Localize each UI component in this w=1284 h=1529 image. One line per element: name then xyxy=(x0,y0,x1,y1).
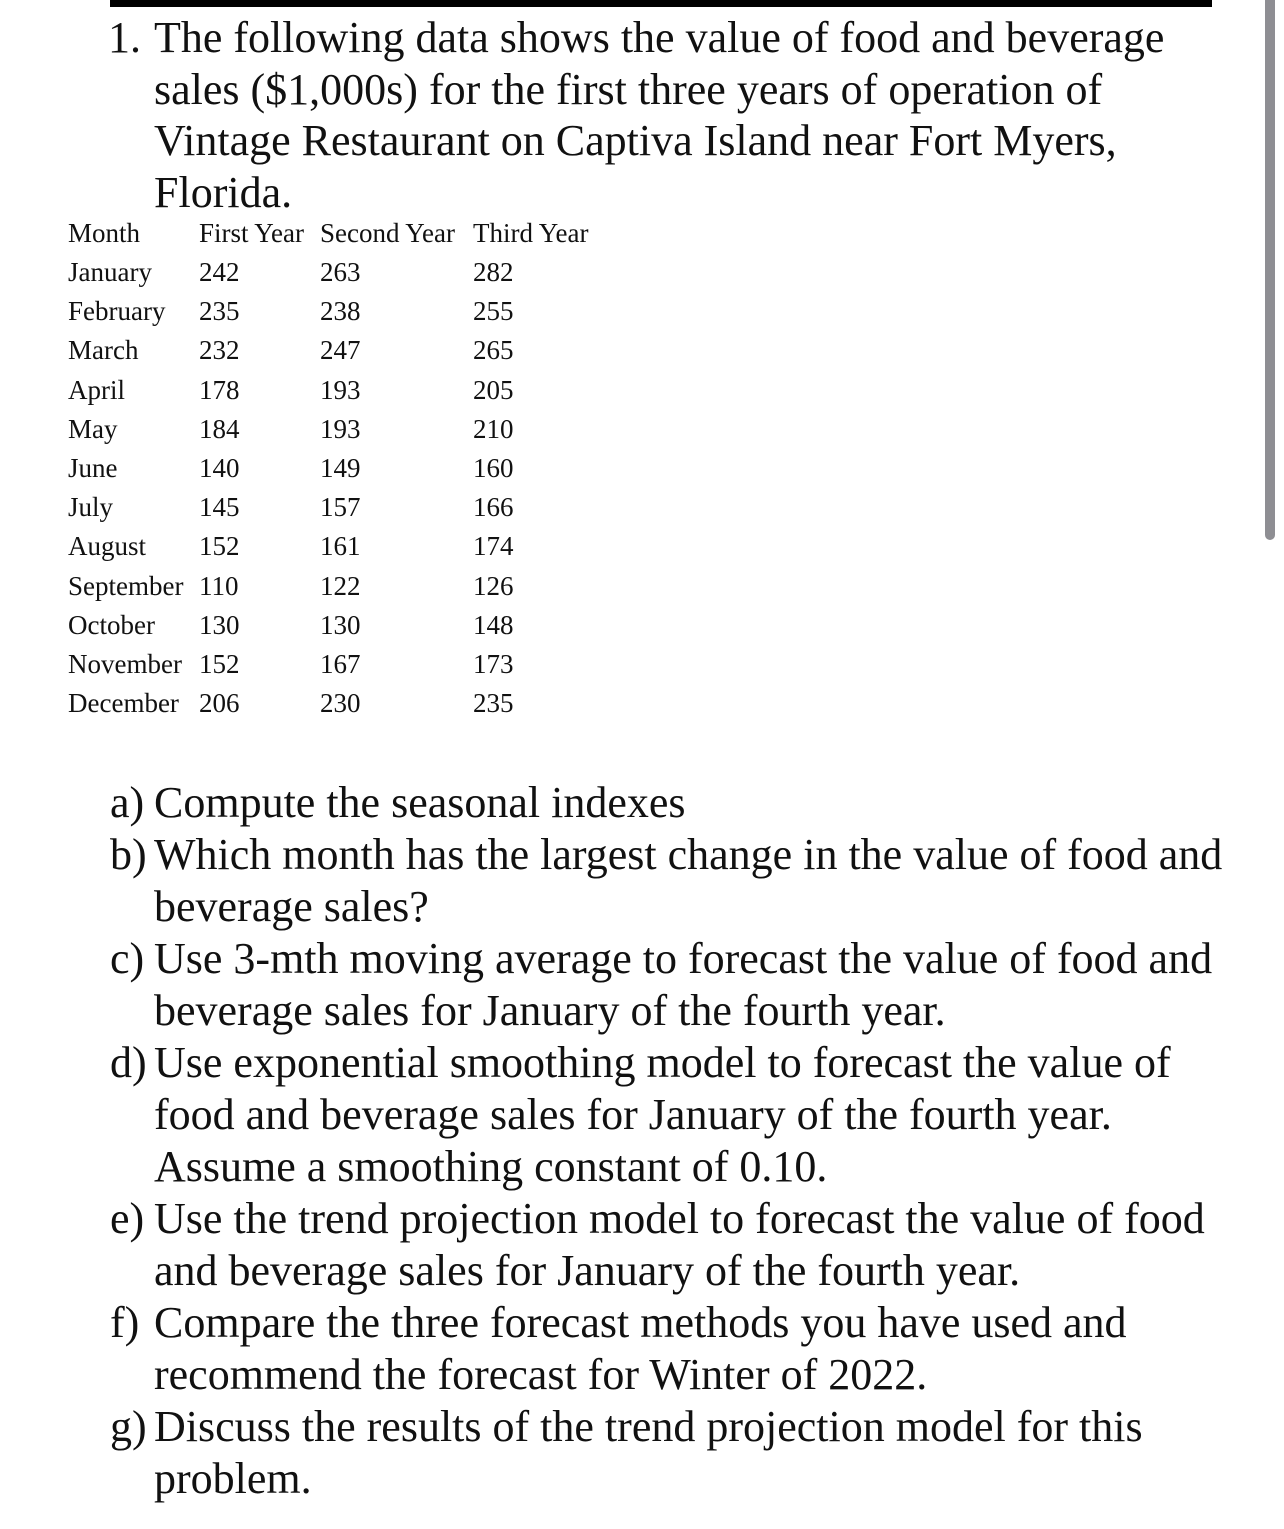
top-rule xyxy=(110,0,1212,7)
question-label: a) xyxy=(110,778,145,827)
table-row xyxy=(68,567,589,606)
question-label: g) xyxy=(110,1402,147,1451)
third-year-cell: 265 xyxy=(473,335,514,366)
question-item xyxy=(110,777,1230,829)
question-text: Use the trend projection model to forecast the value of food and beverage sales for January of the fourth year. xyxy=(154,1194,1205,1295)
month-cell: February xyxy=(68,296,166,327)
third-year-cell: 210 xyxy=(473,413,514,444)
header-first-year: First Year xyxy=(199,217,305,248)
question-text: Use exponential smoothing model to forecast the value of food and beverage sales for January of the fourth year. Assume a smoothing constant of 0.10. xyxy=(154,1038,1171,1191)
question-item xyxy=(110,933,1230,1037)
first-year-cell: 145 xyxy=(199,492,240,523)
table-row xyxy=(68,331,589,370)
table-row xyxy=(68,449,589,488)
first-year-cell: 152 xyxy=(199,648,240,679)
third-year-cell: 126 xyxy=(473,570,514,601)
question-label: c) xyxy=(110,934,145,983)
month-cell: December xyxy=(68,688,179,719)
question-text: Use 3-mth moving average to forecast the value of food and beverage sales for January of the fourth year. xyxy=(154,934,1213,1035)
question-text: Compute the seasonal indexes xyxy=(154,778,686,827)
second-year-cell: 167 xyxy=(320,648,361,679)
first-year-cell: 110 xyxy=(199,570,239,601)
third-year-cell: 166 xyxy=(473,492,514,523)
second-year-cell: 193 xyxy=(320,374,361,405)
first-year-cell: 206 xyxy=(199,688,240,719)
month-cell: March xyxy=(68,335,139,366)
table-row xyxy=(68,371,589,410)
header-month: Month xyxy=(68,217,141,248)
first-year-cell: 242 xyxy=(199,257,240,288)
table-row xyxy=(68,645,589,684)
month-cell: January xyxy=(68,257,152,288)
problem-statement xyxy=(108,12,1228,218)
first-year-cell: 130 xyxy=(199,609,240,640)
question-label: f) xyxy=(110,1298,140,1347)
question-item xyxy=(110,829,1230,933)
header-second-year: Second Year xyxy=(320,217,455,248)
first-year-cell: 235 xyxy=(199,296,240,327)
second-year-cell: 161 xyxy=(320,531,361,562)
table-row xyxy=(68,606,589,645)
month-cell: April xyxy=(68,374,125,405)
second-year-cell: 157 xyxy=(320,492,361,523)
third-year-cell: 173 xyxy=(473,648,514,679)
question-label: b) xyxy=(110,830,147,879)
question-text: Discuss the results of the trend projection model for this problem. xyxy=(154,1402,1143,1503)
scrollbar[interactable] xyxy=(1265,0,1275,540)
header-third-year: Third Year xyxy=(473,217,589,248)
second-year-cell: 230 xyxy=(320,688,361,719)
table-row xyxy=(68,410,589,449)
table-row xyxy=(68,527,589,566)
first-year-cell: 184 xyxy=(199,413,240,444)
question-text: Which month has the largest change in the value of food and beverage sales? xyxy=(154,830,1223,931)
first-year-cell: 178 xyxy=(199,374,240,405)
third-year-cell: 282 xyxy=(473,257,514,288)
table-row xyxy=(68,684,589,723)
sales-table xyxy=(68,213,589,723)
question-label: e) xyxy=(110,1194,145,1243)
first-year-cell: 152 xyxy=(199,531,240,562)
third-year-cell: 235 xyxy=(473,688,514,719)
question-list xyxy=(110,777,1230,1505)
month-cell: September xyxy=(68,570,184,601)
problem-text: The following data shows the value of food and beverage sales ($1,000s) for the first three years of operation of Vintage Restaurant on Captiva Island near Fort Myers, Florida. xyxy=(154,13,1165,217)
table-row xyxy=(68,253,589,292)
question-item xyxy=(110,1037,1230,1193)
question-label: d) xyxy=(110,1038,147,1087)
month-cell: August xyxy=(68,531,147,562)
third-year-cell: 255 xyxy=(473,296,514,327)
month-cell: June xyxy=(68,453,118,484)
third-year-cell: 148 xyxy=(473,609,514,640)
first-year-cell: 140 xyxy=(199,453,240,484)
question-text: Compare the three forecast methods you have used and recommend the forecast for Winter of 2022. xyxy=(154,1298,1127,1399)
second-year-cell: 247 xyxy=(320,335,361,366)
table-row xyxy=(68,488,589,527)
second-year-cell: 263 xyxy=(320,257,361,288)
month-cell: July xyxy=(68,492,114,523)
second-year-cell: 122 xyxy=(320,570,361,601)
second-year-cell: 193 xyxy=(320,413,361,444)
second-year-cell: 149 xyxy=(320,453,361,484)
question-item xyxy=(110,1401,1230,1505)
third-year-cell: 174 xyxy=(473,531,514,562)
month-cell: May xyxy=(68,413,118,444)
problem-number: 1. xyxy=(108,13,141,62)
table-header-row xyxy=(68,213,589,253)
month-cell: October xyxy=(68,609,155,640)
third-year-cell: 160 xyxy=(473,453,514,484)
table-row xyxy=(68,292,589,331)
second-year-cell: 130 xyxy=(320,609,361,640)
second-year-cell: 238 xyxy=(320,296,361,327)
third-year-cell: 205 xyxy=(473,374,514,405)
question-item xyxy=(110,1193,1230,1297)
question-item xyxy=(110,1297,1230,1401)
first-year-cell: 232 xyxy=(199,335,240,366)
month-cell: November xyxy=(68,648,182,679)
